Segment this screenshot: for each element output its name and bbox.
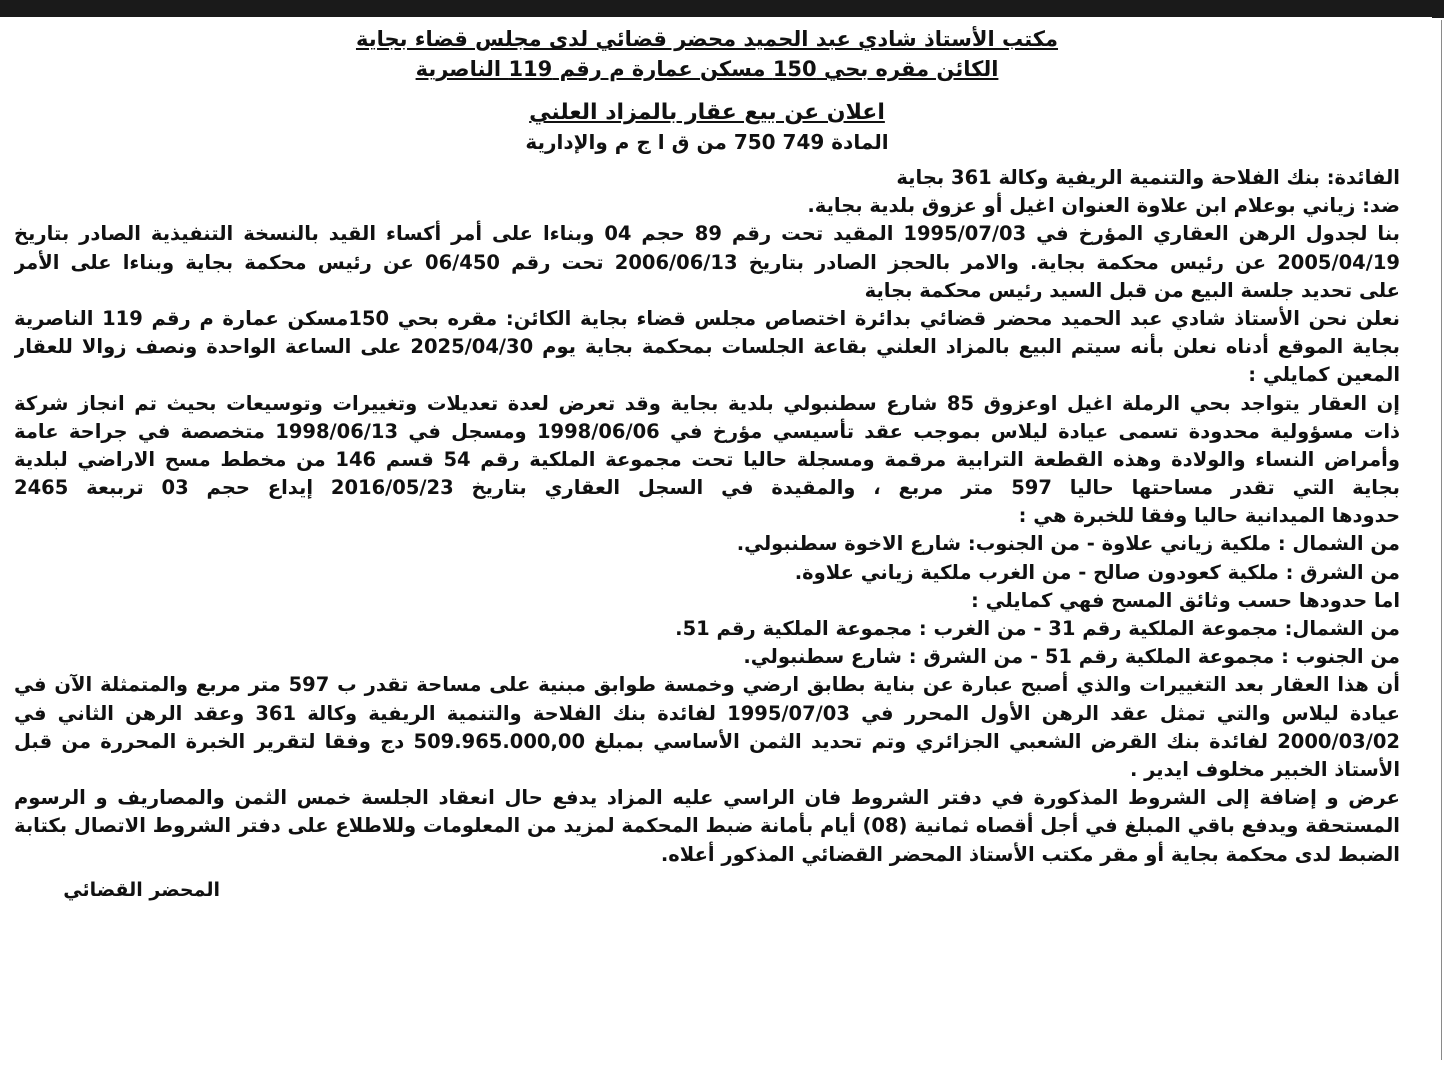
- scan-top-border: [0, 0, 1444, 17]
- body-line: عرض و إضافة إلى الشروط المذكورة في دفتر الشروط فان الراسي عليه المزاد يدفع حال انعقاد الجلسة خمس الثمن والمصاريف و الرسوم: [14, 786, 1400, 810]
- body-line: 2005/04/19 عن رئيس محكمة بجاية. والامر بالحجز الصادر بتاريخ 2006/06/13 تحت رقم 06/450 عن رئيس محكمة بجاية وبناءا على الأمر: [14, 250, 1400, 274]
- body-line: بجاية الموقع أدناه نعلن بأنه سيتم البيع بالمزاد العلني بقاعة الجلسات بمحكمة بجاية يوم 2025/04/30 على الساعة الواحدة ونصف زوالا للعقار: [14, 335, 1400, 359]
- body-line: الضبط لدى محكمة بجاية أو مقر مكتب الأستاذ المحضر القضائي المذكور أعلاه.: [660, 842, 1400, 866]
- scan-top-border-end: [1432, 12, 1444, 18]
- body-line: حدودها الميدانية حاليا وفقا للخبرة هي :: [1018, 504, 1400, 528]
- document-page: [14, 24, 1400, 901]
- body-line: 2000/03/02 لفائدة بنك القرض الشعبي الجزائري وتم تحديد الثمن الأساسي بمبلغ 509.965.000,00 دج وفقا لتقرير الخبرة المحررة من قبل: [14, 729, 1400, 753]
- announcement-body: [14, 164, 1400, 869]
- body-line: المستحقة ويدفع باقي المبلغ في أجل أقصاه ثمانية (08) أيام بأمانة ضبط المحكمة لمزيد من المعلومات وللاطلاع على دفتر الشروط الاتصال بكتابة: [14, 814, 1400, 838]
- beneficiary-line: الفائدة: بنك الفلاحة والتنمية الريفية وكالة 361 بجاية: [896, 166, 1400, 189]
- body-line: نعلن نحن الأستاذ شادي عبد الحميد محضر قضائي بدائرة اختصاص مجلس قضاء بجاية الكائن: مقره بحي 150مسكن عمارة م رقم 119 الناصرية: [14, 306, 1400, 330]
- body-line: المعين كمايلي :: [1248, 363, 1400, 387]
- boundary-line: من الشرق : ملكية كعودون صالح - من الغرب ملكية زياني علاوة.: [794, 560, 1400, 584]
- body-line: عيادة ليلاس والتي تمثل عقد الرهن الأول المحرر في 1995/07/03 لفائدة بنك الفلاحة والتنمية الريفية وكالة 361 وعقد الرهن الثاني في: [14, 701, 1400, 725]
- boundary-line: من الجنوب : مجموعة الملكية رقم 51 - من الشرق : شارع سطنبولي.: [743, 645, 1400, 669]
- body-line: إن العقار يتواجد بحي الرملة اغيل اوعزوق 85 شارع سطنبولي بلدية بجاية وقد تعرض لعدة تعديلات وتغييرات وتوسيعات بحيث تم انجاز شركة: [14, 391, 1400, 415]
- scan-right-edge: [1441, 20, 1442, 1060]
- boundary-line: من الشمال : ملكية زياني علاوة - من الجنوب: شارع الاخوة سطنبولي.: [736, 532, 1400, 556]
- defendant-line: ضد: زياني بوعلام ابن علاوة العنوان اغيل أو عزوق بلدية بجاية.: [807, 194, 1400, 218]
- office-header-line-1: مكتب الأستاذ شادي عبد الحميد محضر قضائي لدى مجلس قضاء بجاية: [355, 27, 1059, 51]
- office-header-line-2: الكائن مقره بحي 150 مسكن عمارة م رقم 119 الناصرية: [415, 57, 999, 81]
- body-line: بنا لجدول الرهن العقاري المؤرخ في 1995/07/03 المقيد تحت رقم 89 حجم 04 وبناءا على أمر أكساء القيد بالنسخة التنفيذية الصادر بتاريخ: [14, 222, 1400, 246]
- boundary-line: من الشمال: مجموعة الملكية رقم 31 - من الغرب : مجموعة الملكية رقم 51.: [675, 617, 1400, 640]
- body-line: ذات مسؤولية محدودة تسمى عيادة ليلاس بموجب عقد تأسيسي مؤرخ في 1998/06/06 ومسجل في 1998/06/13 متخصصة في جراحة عامة: [14, 419, 1400, 443]
- legal-article-reference: المادة 749 750 من ق ا ج م والإدارية: [525, 130, 889, 154]
- announcement-title: اعلان عن بيع عقار بالمزاد العلني: [529, 100, 885, 125]
- body-line: وأمراض النساء والولادة وهذه القطعة الترابية مرقمة ومسجلة حاليا تحت مجموعة الملكية رقم 54 قسم 146 من مخطط مسح الاراضي لبلدية: [14, 447, 1400, 471]
- body-line: على تحديد جلسة البيع من قبل السيد رئيس محكمة بجاية: [864, 278, 1400, 302]
- signature-label: المحضر القضائي: [63, 878, 220, 901]
- body-line: الأستاذ الخبير مخلوف ايدير .: [1129, 757, 1400, 781]
- body-line: اما حدودها حسب وثائق المسح فهي كمايلي :: [971, 588, 1400, 612]
- body-line: أن هذا العقار بعد التغييرات والذي أصبح عبارة عن بناية بطابق ارضي وخمسة طوابق مبنية على مساحة تقدر ب 597 متر مربع والمتمثلة الآن في: [14, 673, 1400, 697]
- body-line: بجاية التي تقدر مساحتها حاليا 597 متر مربع ، والمقيدة في السجل العقاري بتاريخ 2016/05/23 إيداع حجم 03 ترببعة 2465: [14, 476, 1400, 500]
